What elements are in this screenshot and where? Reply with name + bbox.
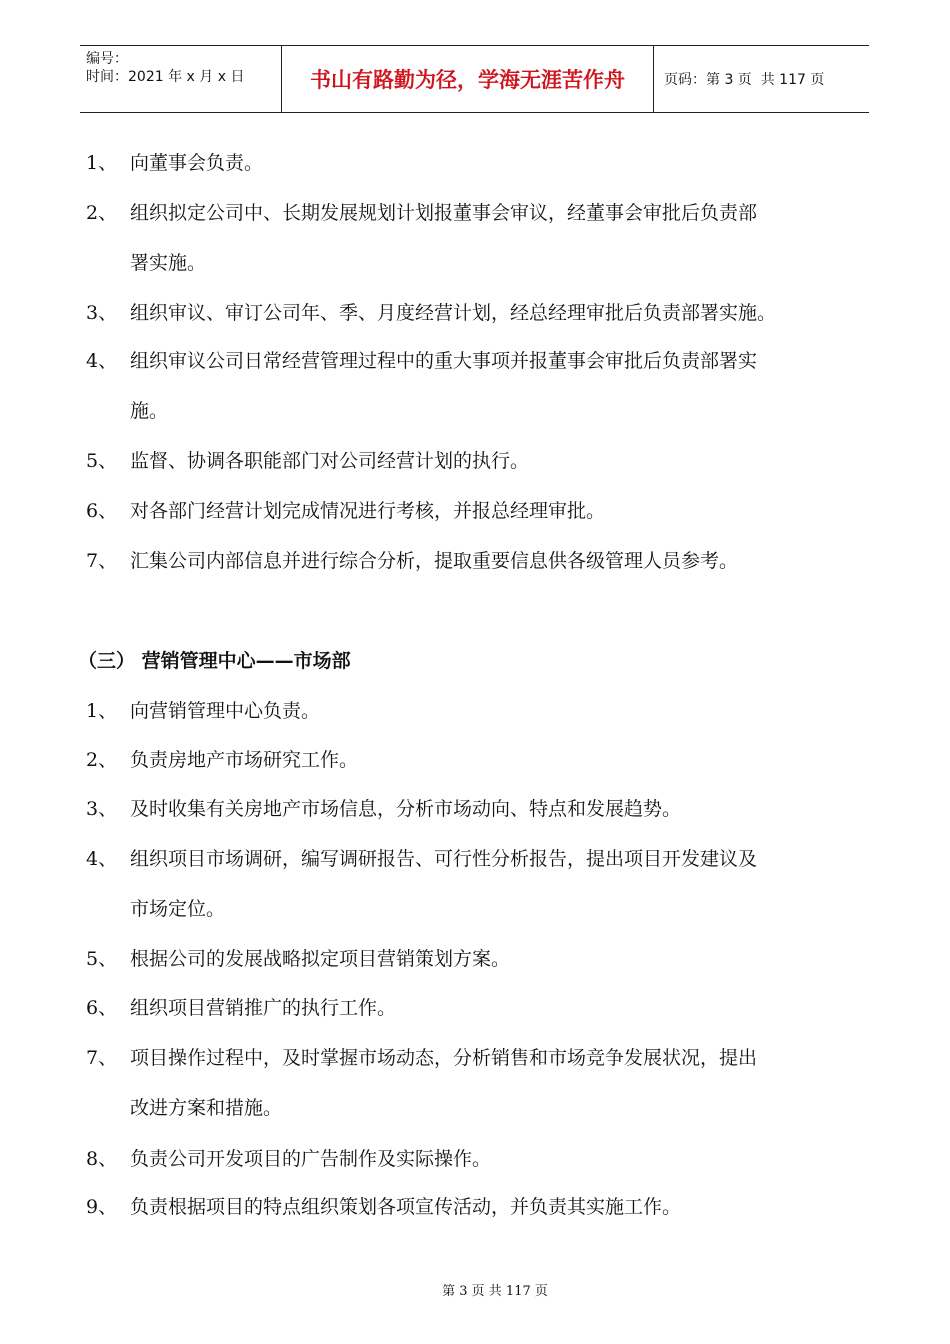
page-header	[80, 45, 869, 113]
item-continuation: 市场定位。	[130, 898, 226, 920]
number-label: 编号：	[86, 51, 128, 67]
header-meta	[80, 46, 282, 112]
item-number: 5、	[86, 948, 118, 970]
item-text: 汇集公司内部信息并进行综合分析，提取重要信息供各级管理人员参考。	[130, 550, 739, 572]
item-text: 组织项目营销推广的执行工作。	[130, 997, 397, 1019]
item-continuation: 署实施。	[130, 252, 207, 274]
time-label: 时间：2021 年 x 月 x 日	[86, 69, 245, 85]
item-text: 组织项目市场调研，编写调研报告、可行性分析报告，提出项目开发建议及	[130, 848, 758, 870]
item-text: 组织拟定公司中、长期发展规划计划报董事会审议，经董事会审批后负责部	[130, 202, 758, 224]
item-text: 对各部门经营计划完成情况进行考核，并报总经理审批。	[130, 500, 606, 522]
item-text: 向营销管理中心负责。	[130, 700, 321, 722]
item-text: 根据公司的发展战略拟定项目营销策划方案。	[130, 948, 511, 970]
header-motto: 书山有路勤为径，学海无涯苦作舟	[282, 46, 654, 112]
item-text: 项目操作过程中，及时掌握市场动态，分析销售和市场竞争发展状况，提出	[130, 1047, 758, 1069]
item-number: 3、	[86, 798, 118, 820]
page-info-text: 页码：第 3 页 共 117 页	[664, 72, 825, 88]
item-number: 4、	[86, 350, 118, 372]
item-number: 9、	[86, 1196, 118, 1218]
item-number: 6、	[86, 997, 118, 1019]
item-text: 组织审议、审订公司年、季、月度经营计划，经总经理审批后负责部署实施。	[130, 302, 777, 324]
item-number: 8、	[86, 1148, 118, 1170]
item-number: 1、	[86, 700, 118, 722]
item-text: 向董事会负责。	[130, 152, 264, 174]
item-text: 及时收集有关房地产市场信息，分析市场动向、特点和发展趋势。	[130, 798, 682, 820]
item-number: 6、	[86, 500, 118, 522]
item-number: 1、	[86, 152, 118, 174]
item-number: 3、	[86, 302, 118, 324]
item-continuation: 施。	[130, 400, 169, 422]
item-text: 负责公司开发项目的广告制作及实际操作。	[130, 1148, 492, 1170]
item-text: 监督、协调各职能部门对公司经营计划的执行。	[130, 450, 530, 472]
item-number: 7、	[86, 550, 118, 572]
item-number: 4、	[86, 848, 118, 870]
item-number: 2、	[86, 202, 118, 224]
header-page-info	[654, 46, 869, 112]
section-heading: （三） 营销管理中心——市场部	[78, 650, 351, 672]
item-number: 5、	[86, 450, 118, 472]
item-text: 组织审议公司日常经营管理过程中的重大事项并报董事会审批后负责部署实	[130, 350, 758, 372]
item-text: 负责根据项目的特点组织策划各项宣传活动，并负责其实施工作。	[130, 1196, 682, 1218]
item-continuation: 改进方案和措施。	[130, 1097, 283, 1119]
item-number: 2、	[86, 749, 118, 771]
item-text: 负责房地产市场研究工作。	[130, 749, 359, 771]
item-number: 7、	[86, 1047, 118, 1069]
page-footer: 第 3 页 共 117 页	[442, 1284, 548, 1299]
